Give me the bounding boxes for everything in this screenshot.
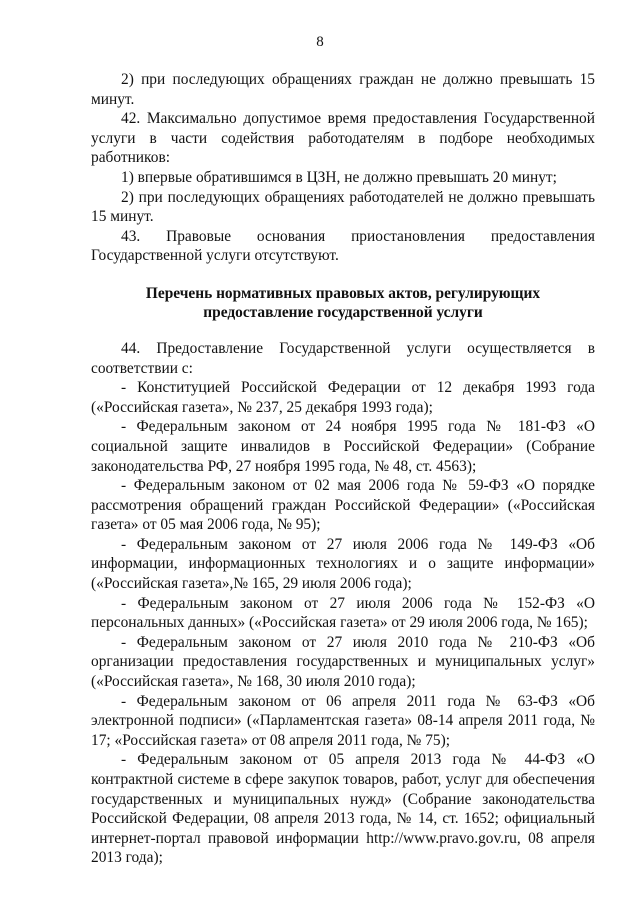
- paragraph-42: 42. Максимально допустимое время предоставления Государственной услуги в части содействия работодателям в подборе необходимых работников:: [91, 110, 595, 167]
- paragraph-43: 43. Правовые основания приостановления предоставления Государственной услуги отсутствуют.: [91, 227, 595, 265]
- paragraph-42-item-1: 1) впервые обратившимся в ЦЗН, не должно превышать 20 минут;: [121, 168, 557, 186]
- legal-act-item: - Федеральным законом от 24 ноября 1995 года № 181-ФЗ «О социальной защите инвалидов в Российской Федерации» (Собрание законодательства РФ, 27 ноября 1995 года, № 48, ст. 4563);: [91, 418, 595, 475]
- paragraph-42-item-2: 2) при последующих обращениях работодателей не должно превышать 15 минут.: [91, 188, 595, 226]
- paragraph-41-item-2: 2) при последующих обращениях граждан не должно превышать 15 минут.: [91, 71, 595, 108]
- legal-act-item: - Федеральным законом от 27 июля 2006 года № 149-ФЗ «Об информации, информационных технологиях и о защите информации» («Российская газета»,№ 165, 29 июля 2006 года);: [91, 535, 595, 593]
- legal-act-item: - Федеральным законом от 05 апреля 2013 года № 44-ФЗ «О контрактной системе в сфере закупок товаров, работ, услуг для обеспечения государственных и муниципальных нужд» (Собрание законодательства Российской Федерации, 08 апреля 2013 года, № 14, ст. 1652; официальный интернет-портал правовой информации http://www.pravo.gov.ru, 08 апреля 2013 года);: [91, 751, 595, 867]
- legal-act-item: - Федеральным законом от 27 июля 2006 года № 152-ФЗ «О персональных данных» («Российская газета» от 29 июля 2006 года, № 165);: [91, 594, 595, 632]
- document-body: [91, 70, 595, 868]
- legal-act-item: - Конституцией Российской Федерации от 12 декабря 1993 года («Российская газета», № 237, 25 декабря 1993 года);: [91, 379, 595, 416]
- legal-act-item: - Федеральным законом от 06 апреля 2011 года № 63-ФЗ «Об электронной подписи» («Парламентская газета» 08-14 апреля 2011 года, № 17; «Российская газета» от 08 апреля 2011 года, № 75);: [91, 692, 595, 749]
- page-number: 8: [316, 34, 324, 50]
- legal-act-item: - Федеральным законом от 02 мая 2006 года № 59-ФЗ «О порядке рассмотрения обращений граждан Российской Федерации» («Российская газета» от 05 мая 2006 года, № 95);: [91, 477, 595, 534]
- paragraph-44: 44. Предоставление Государственной услуги осуществляется в соответствии с:: [91, 339, 595, 377]
- legal-act-item: - Федеральным законом от 27 июля 2010 года № 210-ФЗ «Об организации предоставления государственных и муниципальных услуг» («Российская газета», № 168, 30 июля 2010 года);: [91, 633, 595, 691]
- section-heading: Перечень нормативных правовых актов, регулирующих предоставление государственной услуги: [145, 284, 541, 321]
